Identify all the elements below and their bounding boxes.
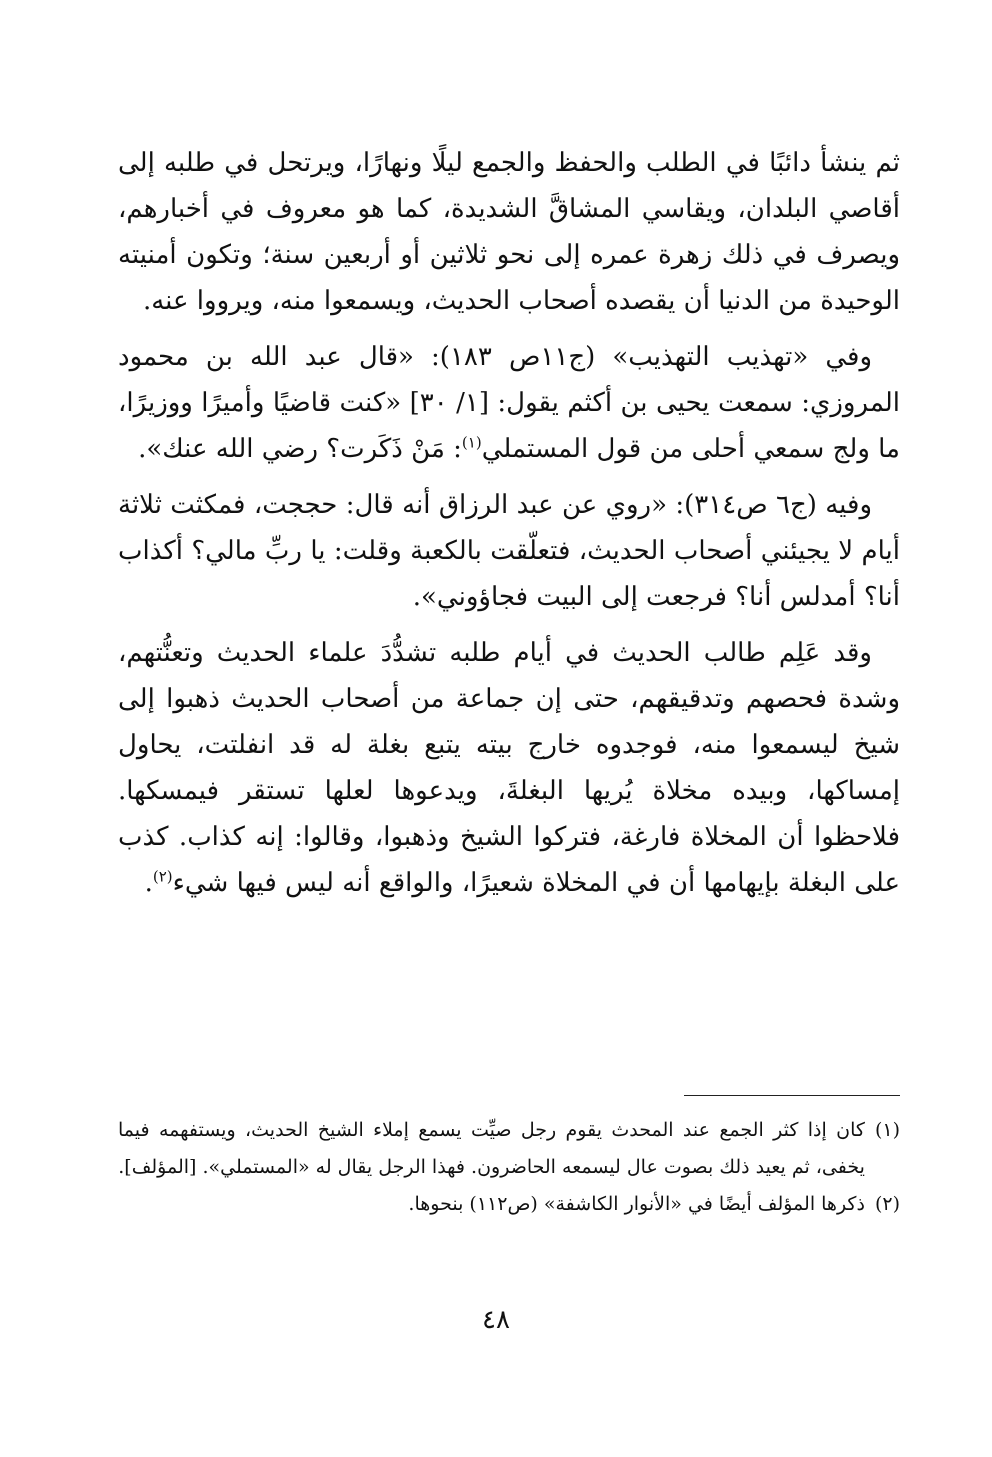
page-number: ٤٨ (482, 1305, 510, 1335)
paragraph-4-text-end: . (144, 868, 153, 898)
paragraph-2-text-end: : مَنْ ذَكَرت؟ رضي الله عنك». (138, 434, 462, 464)
paragraph-4 (118, 630, 900, 906)
footnote-1 (118, 1112, 900, 1186)
footnote-text: كان إذا كثر الجمع عند المحدث يقوم رجل صيِّت يسمع إملاء الشيخ الحديث، ويستفهمه فيما يخفى، ثم يعيد ذلك بصوت عال ليسمعه الحاضرون. فهذا الرجل يقال له «المستملي». [المؤلف]. (118, 1119, 865, 1178)
main-text (118, 140, 900, 916)
footnote-ref-2: (٢) (152, 867, 173, 886)
footnote-number: (٢) (874, 1193, 900, 1215)
footnote-number: (١) (874, 1119, 900, 1141)
footnotes (118, 1112, 900, 1223)
paragraph-4-text: وقد عَلِم طالب الحديث في أيام طلبه تشدُّدَ علماء الحديث وتعنُّتهم، وشدة فحصهم وتدقيقهم، حتى إن جماعة من أصحاب الحديث ذهبوا إلى شيخ ليسمعوا منه، فوجدوه خارج بيته يتبع بغلة له قد انفلتت، يحاول إمساكها، وبيده مخلاة يُريها البغلةَ، ويدعوها لعلها تستقر فيمسكها. فلاحظوا أن المخلاة فارغة، فتركوا الشيخ وذهبوا، وقالوا: إنه كذاب. كذب على البغلة بإيهامها أن في المخلاة شعيرًا، والواقع أنه ليس فيها شيء (118, 638, 900, 898)
footnote-2 (118, 1186, 900, 1223)
paragraph-2 (118, 334, 900, 472)
footnote-text: ذكرها المؤلف أيضًا في «الأنوار الكاشفة» (ص١١٢) بنحوها. (408, 1193, 865, 1215)
paragraph-3: وفيه (ج٦ ص٣١٤): «روي عن عبد الرزاق أنه قال: حججت، فمكثت ثلاثة أيام لا يجيئني أصحاب الحديث، فتعلّقت بالكعبة وقلت: يا ربِّ مالي؟ أكذاب أنا؟ أمدلس أنا؟ فرجعت إلى البيت فجاؤوني». (118, 490, 900, 612)
footnote-ref-1: (١) (461, 433, 482, 452)
footnote-divider (684, 1095, 900, 1096)
paragraph-2-text: وفي «تهذيب التهذيب» (ج١١ص ١٨٣): «قال عبد الله بن محمود المروزي: سمعت يحيى بن أكثم يقول: [١/ ٣٠] «كنت قاضيًا وأميرًا ووزيرًا، ما ولج سمعي أحلى من قول المستملي (118, 342, 901, 464)
paragraph-1: ثم ينشأ دائبًا في الطلب والحفظ والجمع ليلًا ونهارًا، ويرتحل في طلبه إلى أقاصي البلدان، ويقاسي المشاقَّ الشديدة، كما هو معروف في أخبارهم، ويصرف في ذلك زهرة عمره إلى نحو ثلاثين أو أربعين سنة؛ وتكون أمنيته الوحيدة من الدنيا أن يقصده أصحاب الحديث، ويسمعوا منه، ويرووا عنه. (118, 148, 900, 316)
